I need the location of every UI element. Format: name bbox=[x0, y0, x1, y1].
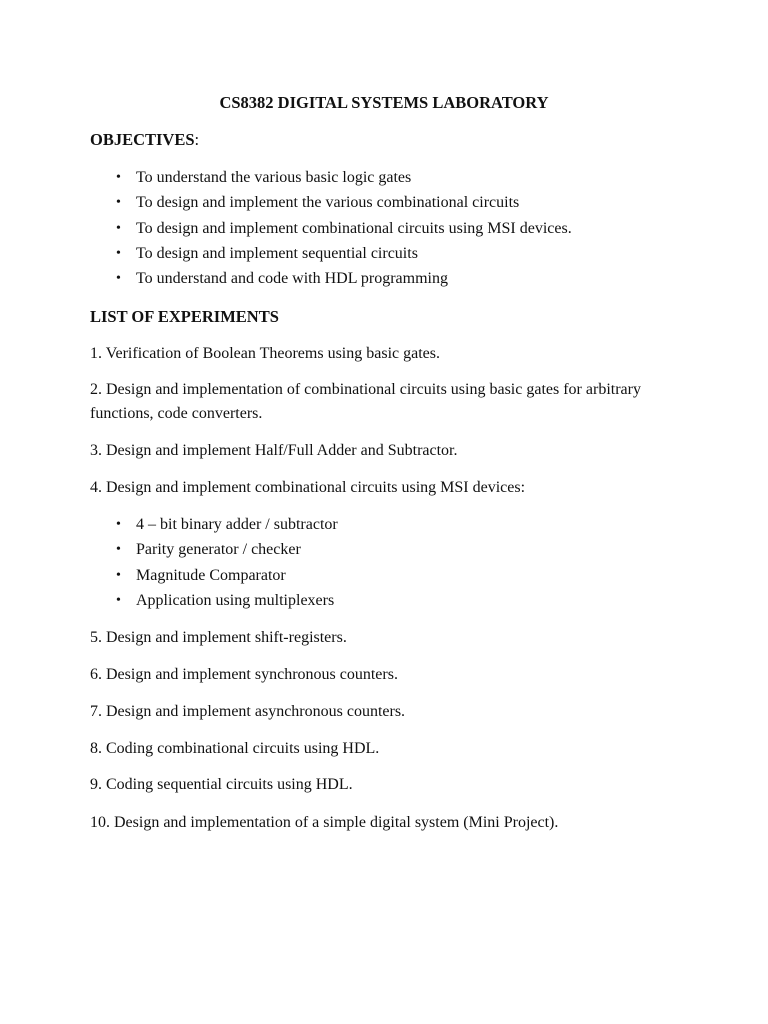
bullet-icon: • bbox=[116, 517, 121, 532]
experiment-item-7: 7. Design and implement asynchronous counters. bbox=[90, 703, 406, 720]
msi-subitem bbox=[0, 514, 338, 539]
objectives-list bbox=[0, 167, 572, 293]
msi-subitem-text: Application using multiplexers bbox=[136, 591, 335, 609]
experiment-item-3: 3. Design and implement Half/Full Adder and Subtractor. bbox=[90, 442, 458, 459]
objective-item bbox=[0, 167, 572, 192]
experiments-heading: LIST OF EXPERIMENTS bbox=[90, 307, 279, 326]
objective-item bbox=[0, 218, 572, 243]
experiment-item-2: 2. Design and implementation of combinational circuits using basic gates for arbitrary functions, code converters. bbox=[90, 381, 641, 422]
objective-text: To understand the various basic logic gates bbox=[136, 169, 412, 186]
bullet-icon: • bbox=[116, 245, 121, 261]
msi-subitem-text: 4 – bit binary adder / subtractor bbox=[136, 516, 338, 533]
bullet-icon: • bbox=[116, 542, 121, 558]
bullet-icon: • bbox=[116, 567, 121, 583]
objective-item bbox=[0, 243, 572, 268]
experiment-item-9: 9. Coding sequential circuits using HDL. bbox=[90, 776, 353, 793]
objective-text: To design and implement combinational circuits using MSI devices. bbox=[136, 219, 572, 237]
msi-devices-list bbox=[0, 514, 338, 615]
bullet-icon: • bbox=[116, 170, 121, 185]
objective-text: To understand and code with HDL programming bbox=[136, 270, 448, 288]
objective-text: To design and implement the various combinational circuits bbox=[136, 194, 520, 212]
msi-subitem bbox=[0, 565, 338, 590]
msi-subitem bbox=[0, 539, 338, 564]
bullet-icon: • bbox=[116, 220, 121, 236]
msi-subitem-text: Magnitude Comparator bbox=[136, 566, 286, 584]
bullet-icon: • bbox=[116, 592, 121, 608]
objectives-heading bbox=[90, 130, 199, 150]
experiment-item-10: 10. Design and implementation of a simple digital system (Mini Project). bbox=[90, 814, 559, 831]
experiment-item-1: 1. Verification of Boolean Theorems using basic gates. bbox=[90, 345, 440, 362]
objective-text: To design and implement sequential circuits bbox=[136, 244, 418, 262]
objective-item bbox=[0, 192, 572, 217]
objectives-heading-text: OBJECTIVES bbox=[90, 130, 195, 149]
bullet-icon: • bbox=[116, 195, 121, 211]
experiment-item-4: 4. Design and implement combinational circuits using MSI devices: bbox=[90, 479, 526, 496]
objective-item bbox=[0, 268, 572, 293]
experiment-item-5: 5. Design and implement shift-registers. bbox=[90, 629, 347, 646]
experiment-item-8: 8. Coding combinational circuits using HDL. bbox=[90, 740, 380, 757]
experiment-item-6: 6. Design and implement synchronous counters. bbox=[90, 666, 398, 683]
objectives-heading-colon: : bbox=[194, 130, 200, 149]
msi-subitem-text: Parity generator / checker bbox=[136, 541, 301, 559]
msi-subitem bbox=[0, 590, 338, 615]
bullet-icon: • bbox=[116, 271, 121, 287]
document-title: CS8382 DIGITAL SYSTEMS LABORATORY bbox=[219, 93, 549, 112]
